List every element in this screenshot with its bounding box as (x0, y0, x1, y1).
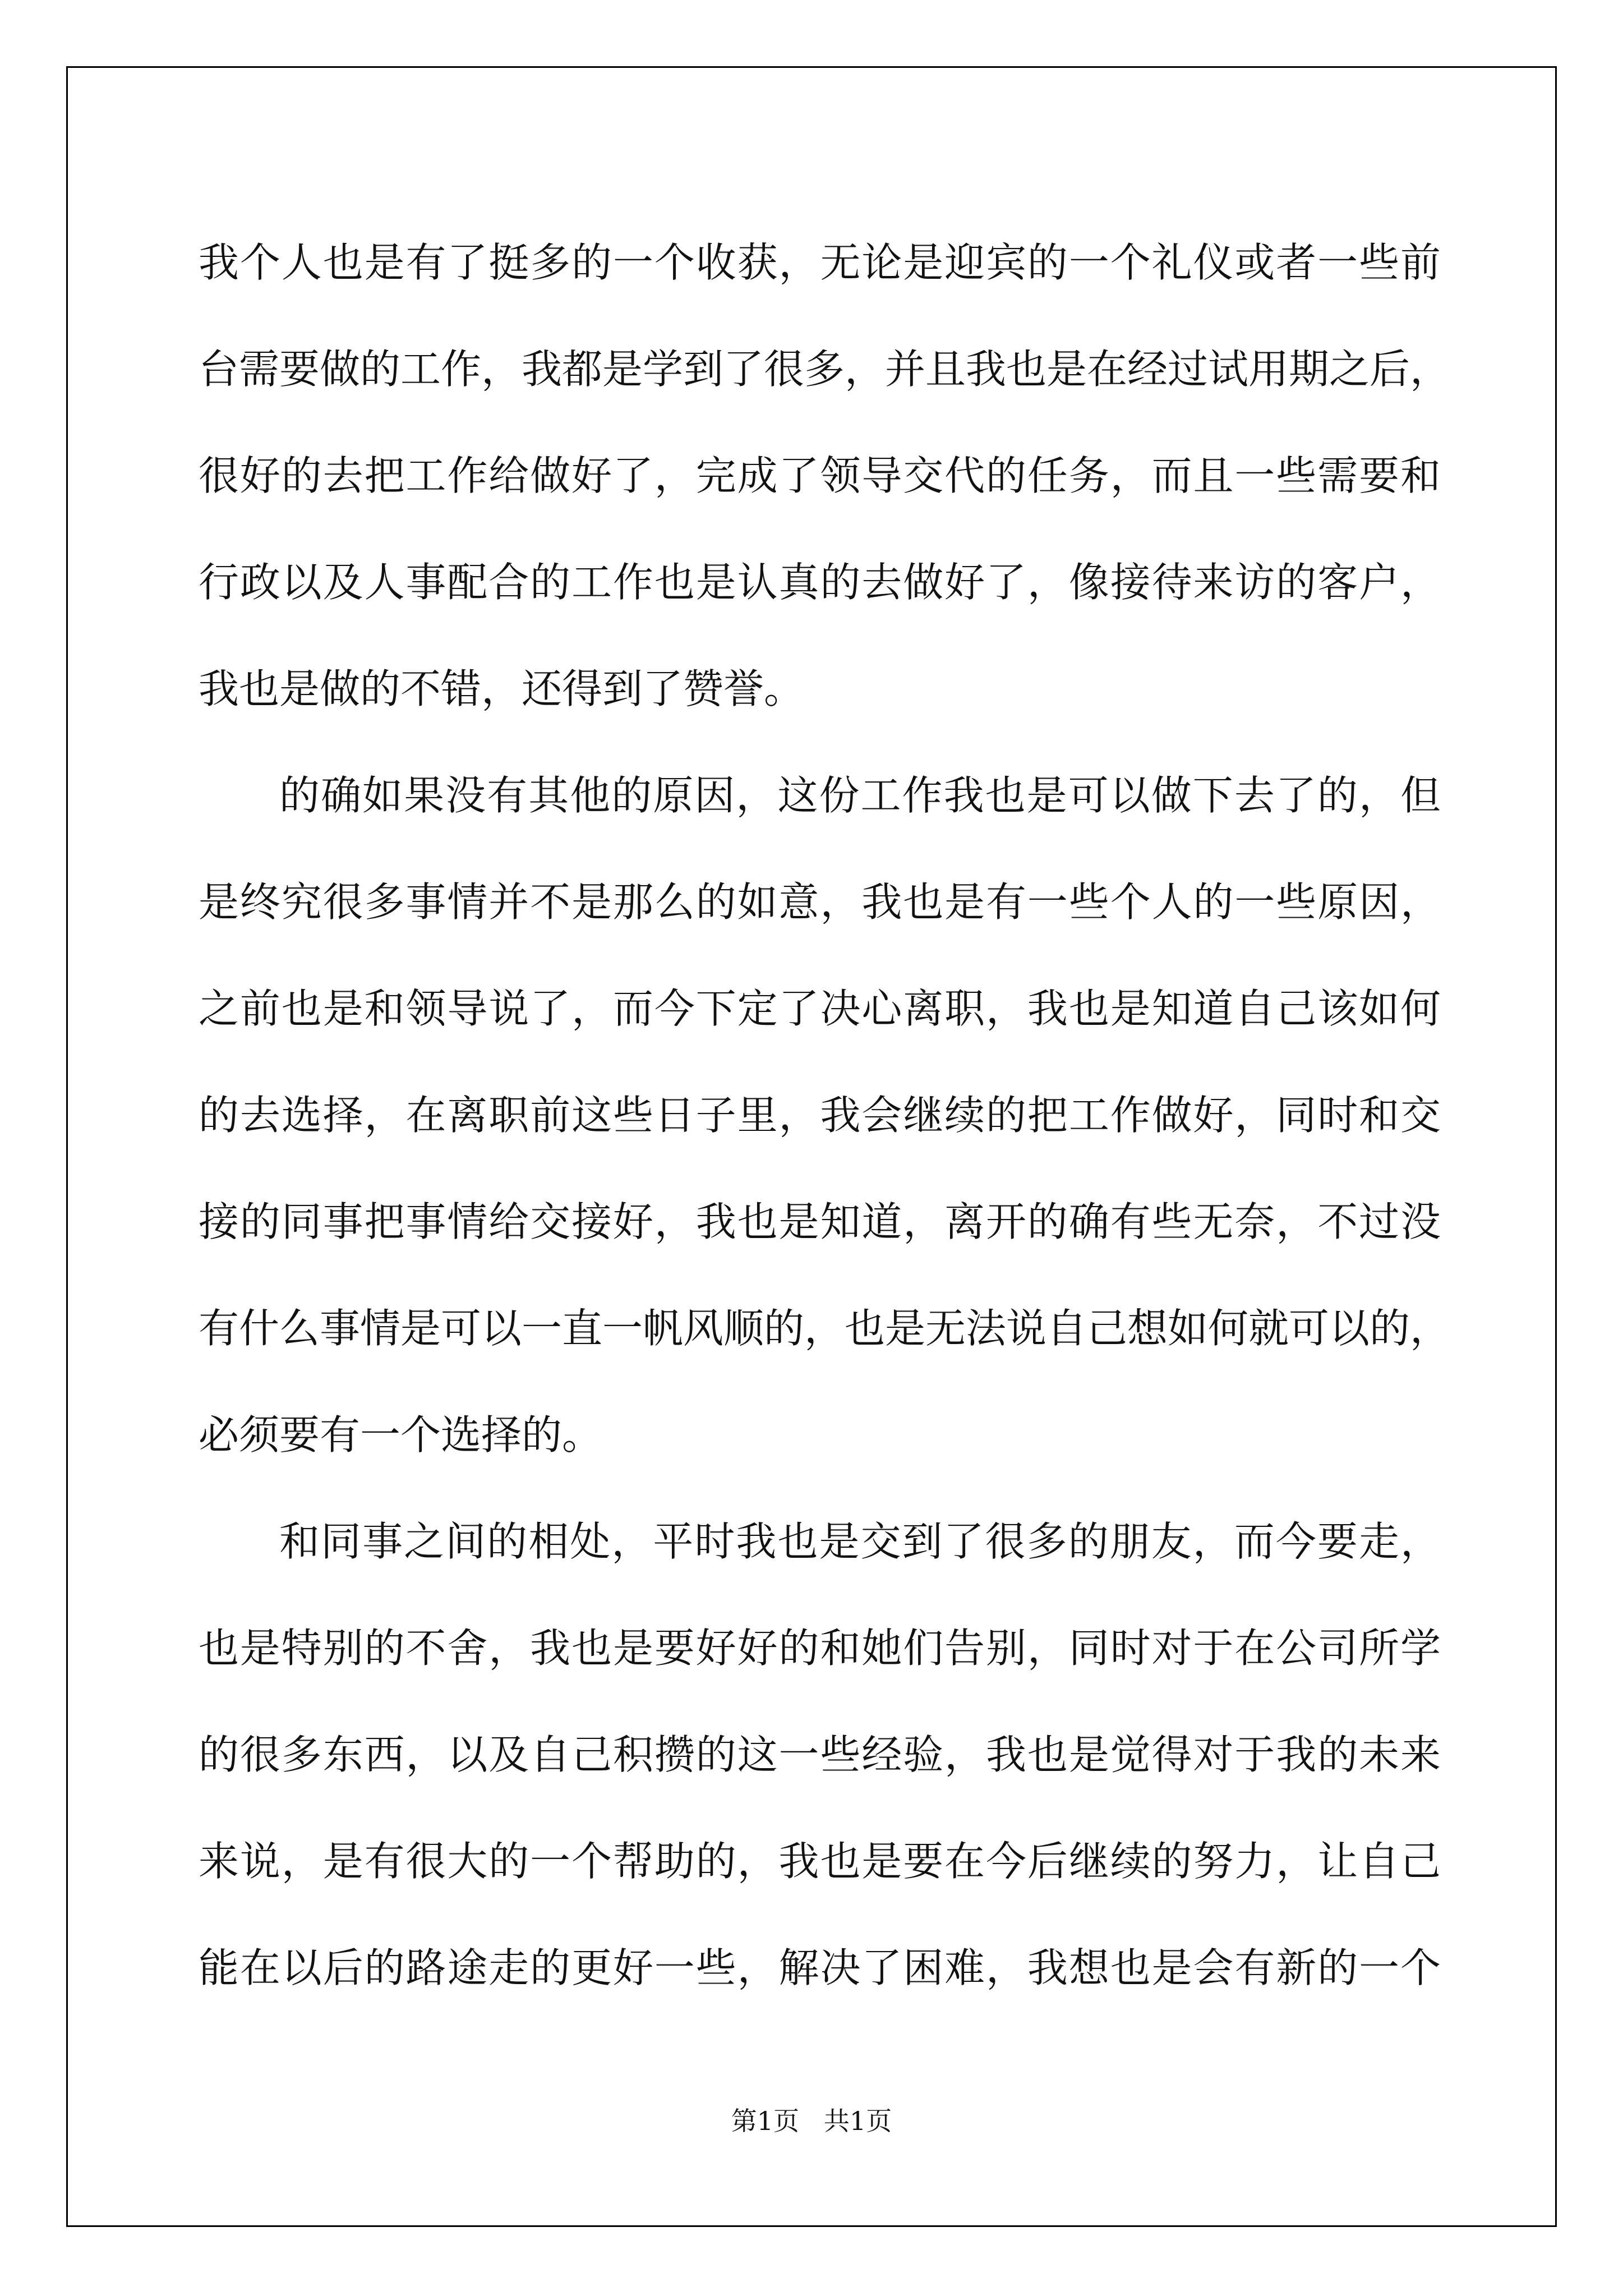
text-line: 之前也是和领导说了，而今下定了决心离职，我也是知道自己该如何 (199, 985, 1441, 1032)
text-line: 我个人也是有了挺多的一个收获，无论是迎宾的一个礼仪或者一些前 (199, 239, 1441, 286)
text-line: 行政以及人事配合的工作也是认真的去做好了，像接待来访的客户， (199, 559, 1441, 606)
text-line: 也是特别的不舍，我也是要好好的和她们告别，同时对于在公司所学 (199, 1625, 1441, 1672)
text-line: 有什么事情是可以一直一帆风顺的，也是无法说自己想如何就可以的， (199, 1305, 1451, 1352)
text-line: 和同事之间的相处，平时我也是交到了很多的朋友，而今要走， (279, 1518, 1441, 1565)
text-line: 的去选择，在离职前这些日子里，我会继续的把工作做好，同时和交 (199, 1092, 1441, 1139)
text-line: 接的同事把事情给交接好，我也是知道，离开的确有些无奈，不过没 (199, 1198, 1441, 1245)
page-footer: 第1页 共1页 (731, 2106, 892, 2136)
text-line: 来说，是有很大的一个帮助的，我也是要在今后继续的努力，让自己 (199, 1838, 1441, 1885)
text-line: 是终究很多事情并不是那么的如意，我也是有一些个人的一些原因， (199, 878, 1441, 926)
text-line: 的很多东西，以及自己积攒的这一些经验，我也是觉得对于我的未来 (199, 1731, 1441, 1778)
text-line: 我也是做的不错，还得到了赞誉。 (199, 665, 805, 712)
text-line: 台需要做的工作，我都是学到了很多，并且我也是在经过试用期之后， (199, 346, 1451, 393)
document-body (199, 209, 1451, 2021)
text-line: 能在以后的路途走的更好一些，解决了困难，我想也是会有新的一个 (199, 1944, 1441, 1991)
text-line: 必须要有一个选择的。 (199, 1411, 603, 1458)
text-line: 的确如果没有其他的原因，这份工作我也是可以做下去了的，但 (279, 772, 1441, 819)
text-line: 很好的去把工作给做好了，完成了领导交代的任务，而且一些需要和 (199, 452, 1441, 499)
